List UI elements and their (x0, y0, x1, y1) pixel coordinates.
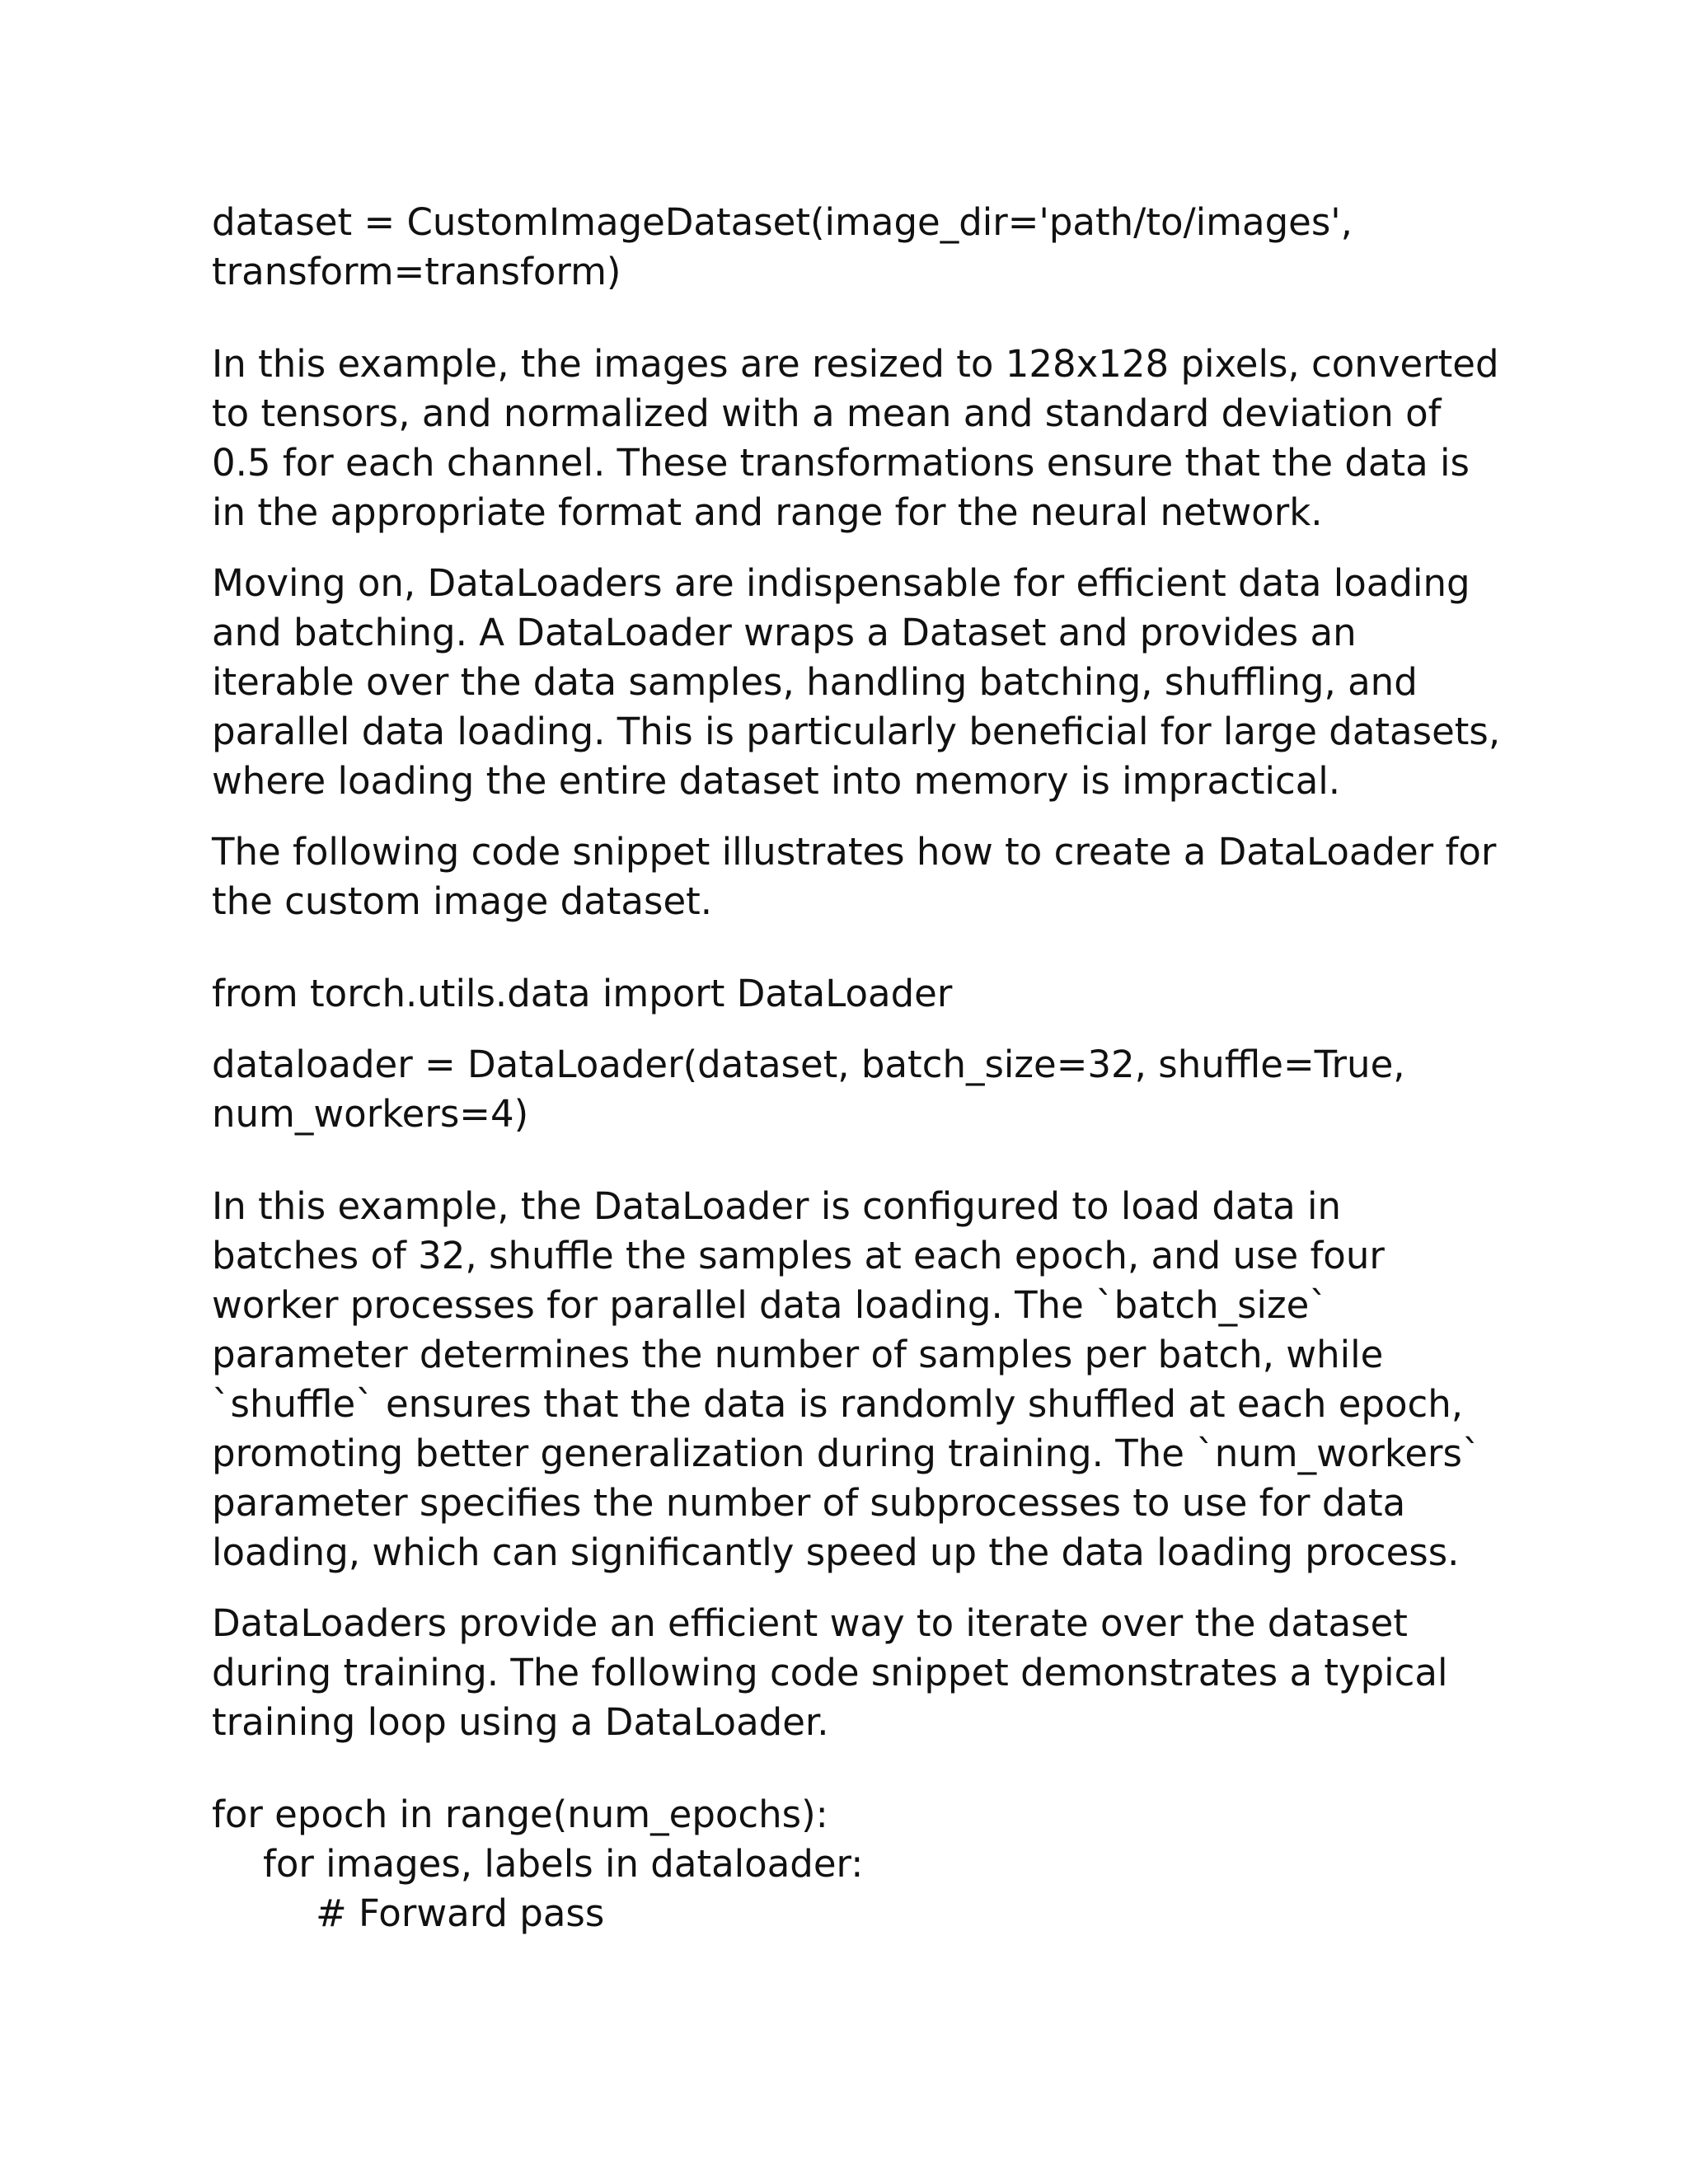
text-line: In this example, the images are resized to 128x128 pixels, converted (212, 342, 1499, 386)
text-line: where loading the entire dataset into memory is impractical. (212, 759, 1341, 803)
code-line: # Forward pass (316, 1891, 605, 1935)
code-line: from torch.utils.data import DataLoader (212, 972, 953, 1015)
text-line: parameter determines the number of samples per batch, while (212, 1333, 1384, 1376)
paragraph-training-intro (212, 1599, 1498, 1747)
paragraph-config (212, 1182, 1498, 1577)
text-line: 0.5 for each channel. These transformations ensure that the data is (212, 441, 1470, 485)
code-line: dataloader = DataLoader(dataset, batch_size=32, shuffle=True, (212, 1043, 1405, 1086)
paragraph-dataloaders (212, 559, 1501, 806)
code-line: for epoch in range(num_epochs): (212, 1793, 828, 1836)
paragraph-snippet-intro (212, 827, 1498, 926)
text-line: DataLoaders provide an efficient way to iterate over the dataset (212, 1601, 1408, 1645)
code-loop-block (212, 1790, 1498, 1938)
text-line: training loop using a DataLoader. (212, 1700, 829, 1744)
text-line: worker processes for parallel data loading. The `batch_size` (212, 1283, 1328, 1327)
text-line: the custom image dataset. (212, 879, 713, 923)
paragraph-transforms (212, 340, 1498, 537)
code-line: dataset = CustomImageDataset(image_dir='path/to/images', (212, 200, 1353, 244)
text-line: during training. The following code snippet demonstrates a typical (212, 1651, 1448, 1694)
text-line: to tensors, and normalized with a mean and standard deviation of (212, 391, 1442, 435)
text-line: and batching. A DataLoader wraps a Dataset and provides an (212, 611, 1357, 654)
text-line: loading, which can significantly speed up the data loading process. (212, 1530, 1460, 1574)
text-line: Moving on, DataLoaders are indispensable for efficient data loading (212, 561, 1470, 605)
code-line: transform=transform) (212, 250, 621, 293)
text-line: promoting better generalization during training. The `num_workers` (212, 1432, 1481, 1475)
text-line: In this example, the DataLoader is configured to load data in (212, 1184, 1342, 1228)
code-import-block (212, 969, 1498, 1019)
text-line: batches of 32, shuffle the samples at each epoch, and use four (212, 1234, 1385, 1277)
text-line: parameter specifies the number of subprocesses to use for data (212, 1481, 1406, 1525)
text-line: in the appropriate format and range for the neural network. (212, 490, 1323, 534)
text-line: parallel data loading. This is particularly beneficial for large datasets, (212, 710, 1501, 753)
code-line: num_workers=4) (212, 1092, 529, 1136)
text-line: iterable over the data samples, handling batching, shuffling, and (212, 660, 1418, 704)
text-line: The following code snippet illustrates how to create a DataLoader for (212, 830, 1497, 874)
code-line: for images, labels in dataloader: (263, 1842, 864, 1886)
code-dataset-block (212, 198, 1498, 297)
text-line: `shuffle` ensures that the data is randomly shuffled at each epoch, (212, 1382, 1464, 1426)
code-dataloader-block (212, 1040, 1498, 1139)
document-page (212, 198, 1501, 1938)
